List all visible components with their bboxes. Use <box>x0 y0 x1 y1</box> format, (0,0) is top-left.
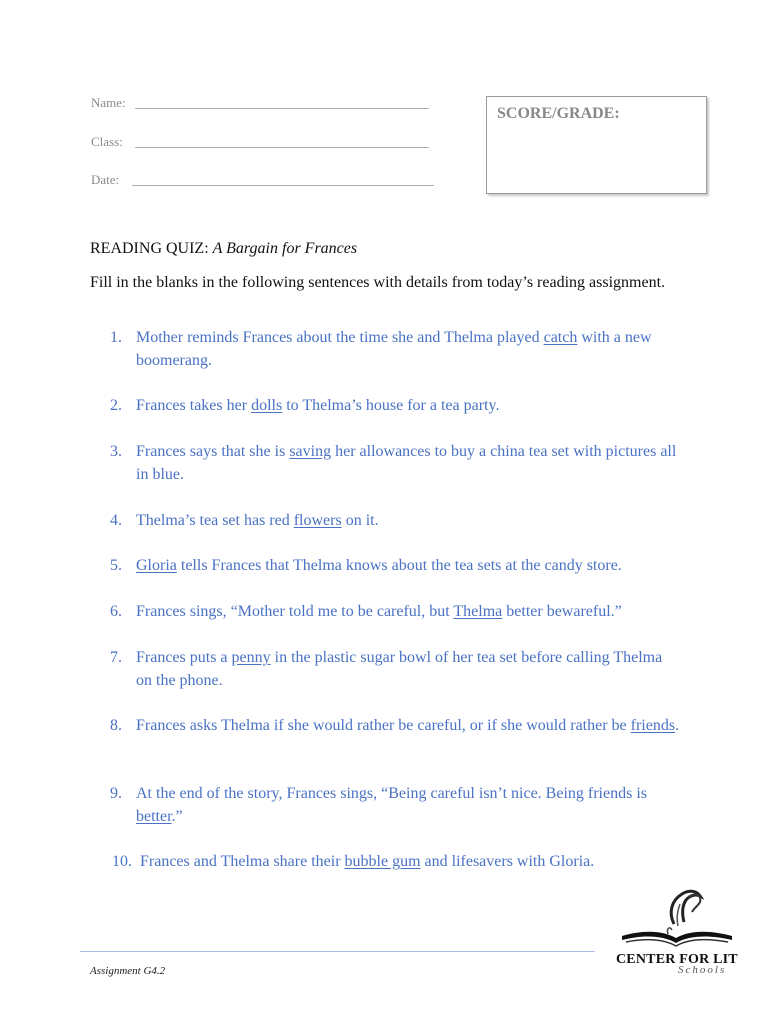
question-number: 8. <box>110 717 122 734</box>
question-text-after: . <box>675 717 680 734</box>
question-text-after: in the plastic sugar bowl of her tea set before calling Thelma on the phone. <box>136 649 663 689</box>
question-item <box>90 646 690 692</box>
question-number: 2. <box>110 397 122 414</box>
quiz-title-prefix: READING QUIZ: <box>90 240 213 257</box>
question-text-after: and lifesavers with Gloria. <box>420 853 595 870</box>
question-number: 4. <box>110 512 122 529</box>
question-number: 5. <box>110 557 122 574</box>
score-grade-label: SCORE/GRADE: <box>497 105 620 122</box>
date-label: Date: <box>91 172 120 187</box>
class-blank-line[interactable] <box>135 147 429 148</box>
question-text-before: Frances sings, “Mother told me to be careful, but <box>136 603 454 620</box>
book-title: A Bargain for Frances <box>212 240 358 257</box>
question-text <box>136 554 682 577</box>
question-item <box>90 782 690 828</box>
question-number: 3. <box>110 443 122 460</box>
question-number: 1. <box>110 329 122 346</box>
question-number: 7. <box>110 649 122 666</box>
question-text <box>136 394 682 417</box>
question-text-before: Frances takes her <box>136 397 252 414</box>
question-text-after: to Thelma’s house for a tea party. <box>282 397 500 414</box>
answer-blank: flowers <box>293 512 342 529</box>
question-item <box>90 394 690 417</box>
question-text-after: on it. <box>341 512 379 529</box>
question-item <box>90 509 690 532</box>
answer-blank: better <box>136 808 172 825</box>
question-text-after: tells Frances that Thelma knows about the tea sets at the candy store. <box>176 557 622 574</box>
question-text-before: Frances and Thelma share their <box>140 853 345 870</box>
question-text <box>136 509 682 532</box>
question-item <box>90 440 690 486</box>
pelican-book-icon <box>612 886 742 956</box>
question-text <box>136 440 682 486</box>
class-label: Class: <box>91 134 123 149</box>
answer-blank: saving <box>289 443 332 460</box>
quiz-instructions: Fill in the blanks in the following sentences with details from today’s reading assignment. <box>90 274 666 291</box>
class-field-row <box>91 134 123 150</box>
answer-blank: catch <box>543 329 578 346</box>
question-text-after: her allowances to buy a china tea set with pictures all in blue. <box>136 443 677 483</box>
quiz-title <box>90 240 357 258</box>
answer-blank: dolls <box>251 397 283 414</box>
answer-blank: penny <box>231 649 271 666</box>
question-number: 10. <box>112 853 132 870</box>
question-text-after: better bewareful.” <box>502 603 622 620</box>
question-text <box>140 850 686 873</box>
question-text-before: Thelma’s tea set has red <box>136 512 294 529</box>
answer-blank: Thelma <box>453 603 503 620</box>
score-grade-box <box>486 96 707 194</box>
question-text <box>136 782 682 828</box>
question-text-after: .” <box>171 808 183 825</box>
answer-blank: Gloria <box>136 557 177 574</box>
question-text-before: Frances says that she is <box>136 443 290 460</box>
question-number: 9. <box>110 785 122 802</box>
question-text-before: Frances puts a <box>136 649 232 666</box>
name-label: Name: <box>91 95 126 110</box>
answer-blank: bubble gum <box>344 853 421 870</box>
date-field-row <box>91 172 119 188</box>
answer-blank: friends <box>630 717 676 734</box>
footer-divider <box>80 951 595 952</box>
question-text <box>136 646 682 692</box>
assignment-label: Assignment G4.2 <box>90 965 166 977</box>
name-blank-line[interactable] <box>135 108 429 109</box>
question-text-before: At the end of the story, Frances sings, “Being careful isn’t nice. Being friends is <box>136 785 647 802</box>
question-text-before: Mother reminds Frances about the time she and Thelma played <box>136 329 544 346</box>
date-blank-line[interactable] <box>132 185 434 186</box>
question-text-after: with a new boomerang. <box>136 329 652 369</box>
question-text <box>136 326 682 372</box>
name-field-row <box>91 95 126 111</box>
question-number: 6. <box>110 603 122 620</box>
question-item <box>90 850 690 873</box>
logo-text: CENTER FOR LIT <box>616 952 738 967</box>
center-for-lit-logo <box>612 886 742 978</box>
question-text <box>136 600 682 623</box>
logo-subtext: Schools <box>678 964 727 976</box>
question-text-before: Frances asks Thelma if she would rather be careful, or if she would rather be <box>136 717 631 734</box>
question-text <box>136 714 682 737</box>
question-item <box>90 714 690 737</box>
question-item <box>90 554 690 577</box>
question-item <box>90 600 690 623</box>
question-item <box>90 326 690 372</box>
